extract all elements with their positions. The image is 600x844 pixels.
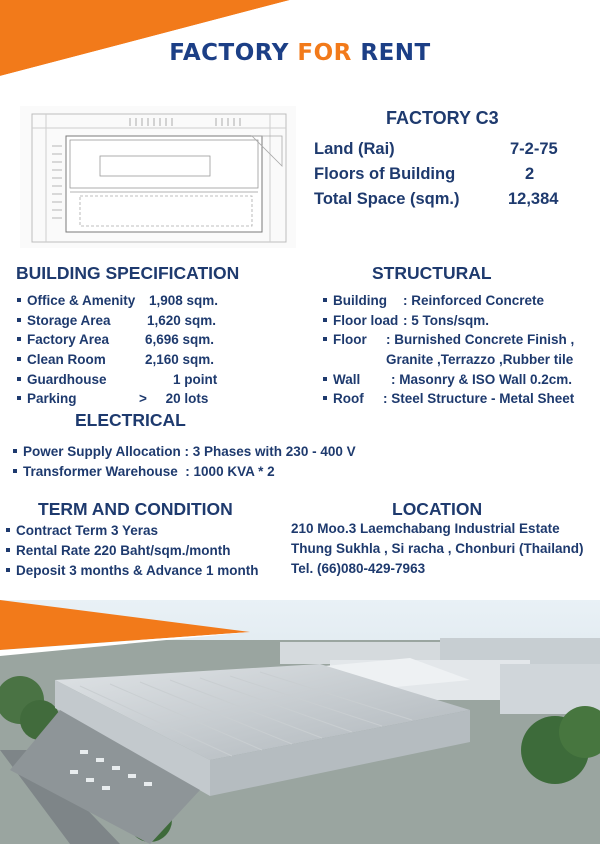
list-item: Roof [323,391,364,406]
list-item: Building [323,293,387,308]
terms-heading: TERM AND CONDITION [38,499,233,519]
location-line-phone: Tel. (66)080-429-7963 [291,561,426,576]
title-word-for: FOR [297,40,352,66]
list-item: Rental Rate 220 Baht/sqm./month [6,543,231,558]
list-item: Power Supply Allocation : 3 Phases with 230 - 400 V [13,444,356,459]
bullet-icon [323,298,327,302]
list-item-value: > 20 lots [139,391,209,406]
bullet-icon [323,396,327,400]
list-item-value: 1,620 sqm. [147,313,217,328]
bullet-icon [323,337,327,341]
bullet-icon [13,449,17,453]
bullet-icon [323,377,327,381]
aerial-factory-photo [0,600,600,844]
list-item-value: 1,908 sqm. [149,293,219,308]
list-item: Clean Room [17,352,106,367]
spec-label-floors: Floors of Building [314,165,456,183]
spec-value-total-space: 12,384 [508,190,559,208]
list-item-value: 1 point [173,372,218,387]
bullet-icon [6,548,10,552]
location-heading: LOCATION [392,499,483,519]
spec-value-land: 7-2-75 [510,140,558,158]
list-item: Contract Term 3 Yeras [6,523,158,538]
list-item: Office & Amenity [17,293,135,308]
list-item: Floor load [323,313,398,328]
spec-row-land [314,140,574,160]
location-line-address: 210 Moo.3 Laemchabang Industrial Estate [291,521,560,536]
bullet-icon [17,337,21,341]
title-word-factory: FACTORY [169,40,289,66]
site-plan-drawing [20,106,296,248]
bullet-icon [17,318,21,322]
bullet-icon [6,528,10,532]
bullet-icon [6,568,10,572]
list-item: Guardhouse [17,372,107,387]
list-item-value: : Steel Structure - Metal Sheet [383,391,575,406]
spec-value-floors: 2 [525,165,535,183]
list-item: Transformer Warehouse : 1000 KVA * 2 [13,464,275,479]
bullet-icon [17,377,21,381]
list-item-value: : Burnished Concrete Finish , [386,332,575,347]
structural-list [323,293,593,413]
list-item: Parking [17,391,77,406]
page-title [0,40,600,66]
spec-label-total-space: Total Space (sqm.) [314,190,460,208]
building-spec-heading: BUILDING SPECIFICATION [16,263,240,283]
bullet-icon [13,469,17,473]
list-item: Floor [323,332,367,347]
list-item-value: : 5 Tons/sqm. [403,313,490,328]
electrical-heading: ELECTRICAL [75,410,186,430]
spec-label-land: Land (Rai) [314,140,395,158]
list-item: Wall [323,372,360,387]
bullet-icon [323,318,327,322]
spec-row-total-space [314,190,574,210]
structural-heading: STRUCTURAL [372,263,492,283]
factory-heading: FACTORY C3 [386,108,499,128]
list-item-value: 2,160 sqm. [145,352,215,367]
list-item-value: : Masonry & ISO Wall 0.2cm. [391,372,573,387]
list-item-value: 6,696 sqm. [145,332,215,347]
list-item-value: : Reinforced Concrete [403,293,545,308]
list-item: Storage Area [17,313,111,328]
title-word-rent: RENT [360,40,431,66]
location-line-district: Thung Sukhla , Si racha , Chonburi (Thailand) [291,541,584,556]
bullet-icon [17,298,21,302]
building-spec-list [17,293,287,413]
list-item: Factory Area [17,332,109,347]
list-item-continuation: Granite ,Terrazzo ,Rubber tile [386,352,574,367]
list-item: Deposit 3 months & Advance 1 month [6,563,259,578]
spec-row-floors [314,165,574,185]
bullet-icon [17,357,21,361]
bullet-icon [17,396,21,400]
